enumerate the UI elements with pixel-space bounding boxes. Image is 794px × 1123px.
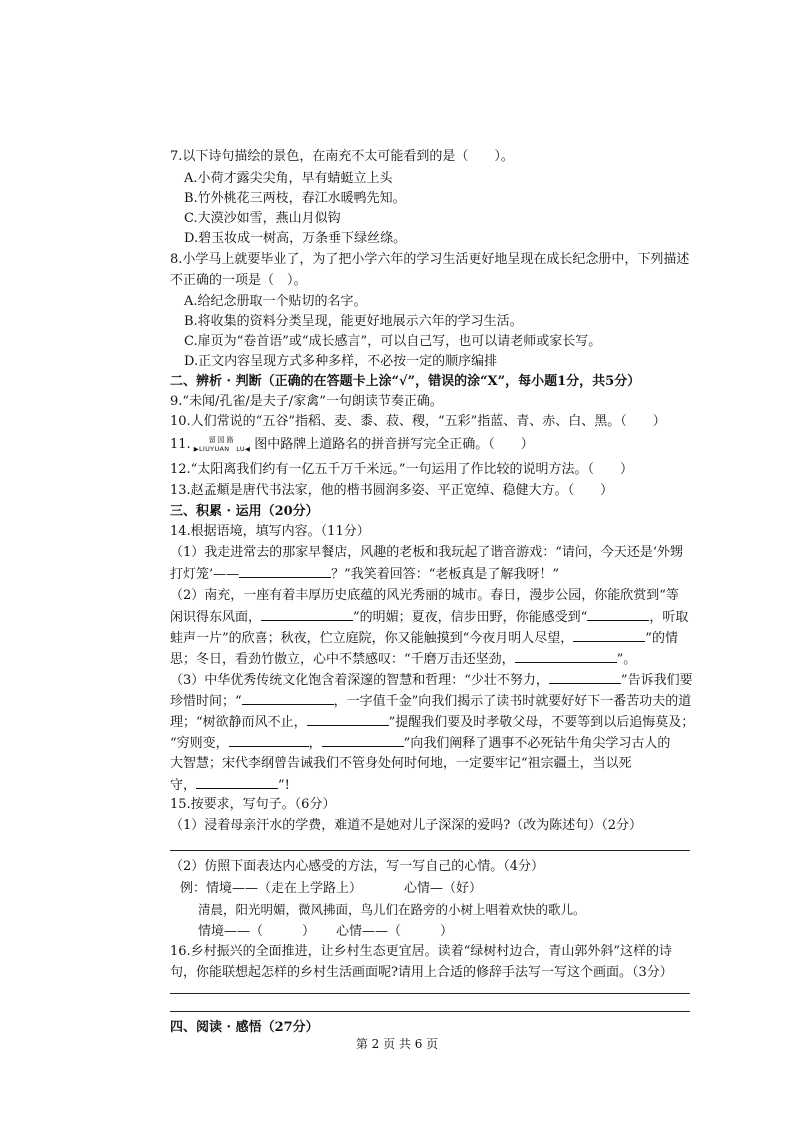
question-10: 10.人们常说的“五谷”指稻、麦、黍、菽、稷，“五彩”指蓝、青、赤、白、黑。（ ） bbox=[170, 414, 666, 429]
q14-part3-line1 bbox=[170, 671, 693, 690]
question-7-stem: 7.以下诗句描绘的景色，在南充不太可能看到的是（ ）。 bbox=[170, 149, 514, 164]
fill-blank[interactable] bbox=[242, 692, 334, 705]
q14-part1-line1: （1）我走进常去的那家早餐店，风趣的老板和我玩起了谐音游戏：“请问，今天还是‘外甥 bbox=[170, 545, 684, 560]
fill-blank[interactable] bbox=[261, 608, 353, 621]
q14-part3-text-b: ”告诉我们要 bbox=[620, 673, 693, 688]
q14-part2-text-c: ，听取 bbox=[649, 610, 689, 625]
q14-part1-text-b: ？”我笑着回答：“老板真是了解我呀！” bbox=[331, 567, 560, 582]
q14-part3-text-i: ”向我们阐释了遇事不必死钻牛角尖学习古人的 bbox=[403, 736, 671, 751]
q8-option-d: D.正文内容呈现方式多种多样，不必按一定的顺序编排 bbox=[184, 354, 498, 369]
q14-part2-line4 bbox=[170, 650, 636, 669]
q14-part3-line3 bbox=[170, 713, 694, 732]
q14-part2-text-b: ”的明媚；夏夜，信步田野，你能感受到“ bbox=[353, 610, 588, 625]
q14-part1-line2 bbox=[170, 565, 559, 584]
q7-option-a: A.小荷才露尖尖角，早有蜻蜓立上头 bbox=[184, 171, 393, 186]
example-sentence: 清晨，阳光明媚，微风拂面，鸟儿们在路旁的小树上唱着欢快的歌儿。 bbox=[198, 902, 586, 917]
question-16-line1: 16.乡村振兴的全面推进，让乡村生态更宜居。读着“绿树村边合，青山郭外斜”这样的诗 bbox=[170, 944, 672, 959]
answer-line[interactable] bbox=[170, 850, 690, 851]
q14-part3-text-c: 珍惜时间；“ bbox=[170, 694, 242, 709]
q14-part3-text-d: ，一字值千金”向我们揭示了读书时就要好好下一番苦功夫的道 bbox=[333, 694, 692, 709]
answer-line[interactable] bbox=[170, 993, 690, 994]
question-8-stem-line2: 不正确的一项是（ ）。 bbox=[170, 273, 307, 288]
q7-option-b: B.竹外桃花三两枝，春江水暖鸭先知。 bbox=[184, 191, 406, 206]
q14-part3-text-g: “穷则变， bbox=[170, 736, 229, 751]
q14-part3-text-k: ”! bbox=[278, 778, 290, 793]
question-14-stem: 14.根据语境，填写内容。（11分） bbox=[170, 524, 370, 539]
fill-blank[interactable] bbox=[229, 734, 309, 747]
fill-blank[interactable] bbox=[573, 629, 645, 642]
q14-part3-line4 bbox=[170, 734, 670, 753]
q14-part2-line2 bbox=[170, 608, 688, 627]
q14-part2-text-d: 蛙声一片”的欣喜；秋夜，伫立庭院，你又能触摸到“今夜月明人尽望， bbox=[170, 631, 574, 646]
fill-blank[interactable] bbox=[549, 671, 621, 684]
q8-option-c: C.扉页为“卷首语”或“成长感言”，可以自己写，也可以请老师或家长写。 bbox=[184, 334, 602, 349]
section-3-heading: 三、积累 · 运用（20分） bbox=[170, 504, 319, 519]
fill-blank[interactable] bbox=[322, 734, 404, 747]
q14-part1-text-a: 打灯笼’—— bbox=[170, 567, 240, 582]
page-footer: 第 2 页 共 6 页 bbox=[355, 1037, 439, 1051]
fill-blank[interactable] bbox=[587, 608, 649, 621]
question-15-stem: 15.按要求，写句子。（6分） bbox=[170, 797, 336, 812]
q15-part2: （2）仿照下面表达内心感受的方法，写一写自己的心情。（4分） bbox=[170, 859, 545, 874]
question-13: 13.赵孟頫是唐代书法家，他的楷书圆润多姿、平正宽绰、稳健大方。（ ） bbox=[170, 483, 614, 498]
question-16-line2: 句，你能联想起怎样的乡村生活画面呢?请用上合适的修辞手法写一写这个画面。（3分） bbox=[170, 965, 673, 980]
q14-part3-text-e: 理；“树欲静而风不止， bbox=[170, 715, 307, 730]
q14-part3-text-f: ”提醒我们要及时孝敬父母，不要等到以后追悔莫及； bbox=[388, 715, 695, 730]
section-4-heading: 四、阅读 · 感悟（27分） bbox=[170, 1020, 319, 1035]
example-situation: 例：情境——（走在上学路上） bbox=[180, 881, 363, 896]
road-sign-pinyin: ▶LIUYUAN LU◀ bbox=[193, 444, 251, 453]
answer-mood: 心情——（ ） bbox=[336, 924, 454, 939]
q14-part3-line5: 大智慧；宋代李纲曾告诫我们不管身处何时何地，一定要牢记“祖宗疆土，当以死 bbox=[170, 756, 632, 771]
answer-situation: 情境——（ ） bbox=[198, 924, 316, 939]
road-sign-chinese: 留园路 bbox=[208, 435, 236, 444]
answer-line[interactable] bbox=[170, 1011, 690, 1012]
q8-option-b: B.将收集的资料分类呈现，能更好地展示六年的学习生活。 bbox=[184, 314, 523, 329]
q14-part2-text-g: ”。 bbox=[616, 652, 637, 667]
q14-part2-text-e: ”的情 bbox=[645, 631, 678, 646]
question-9: 9.“未闻/孔雀/是夫子/家禽”一句朗读节奏正确。 bbox=[170, 394, 443, 409]
q7-option-c: C.大漠沙如雪，燕山月似钩 bbox=[184, 211, 341, 226]
question-11 bbox=[170, 436, 534, 454]
example-mood: 心情—（好） bbox=[404, 881, 483, 896]
q14-part2-line1: （2）南充，一座有着丰厚历史底蕴的风光秀丽的城市。春日，漫步公园，你能欣赏到“等 bbox=[170, 588, 679, 603]
q14-part2-text-f: 思；冬日，看劲竹傲立，心中不禁感叹：“千磨万击还坚劲， bbox=[170, 652, 515, 667]
q11-number: 11. bbox=[170, 437, 191, 452]
q7-option-d: D.碧玉妆成一树高，万条垂下绿丝绦。 bbox=[184, 231, 407, 246]
q14-part3-text-a: （3）中华优秀传统文化饱含着深邃的智慧和哲理：“少壮不努力， bbox=[170, 673, 549, 688]
q14-part2-text-a: 闲识得东风面， bbox=[170, 610, 262, 625]
fill-blank[interactable] bbox=[196, 776, 278, 789]
fill-blank[interactable] bbox=[307, 713, 389, 726]
q11-text: 图中路牌上道路名的拼音拼写完全正确。（ ） bbox=[254, 437, 534, 452]
q14-part3-text-h: ， bbox=[308, 736, 322, 751]
q14-part3-line6 bbox=[170, 776, 290, 795]
q14-part3-line2 bbox=[170, 692, 691, 711]
question-8-stem-line1: 8.小学马上就要毕业了，为了把小学六年的学习生活更好地呈现在成长纪念册中，下列描述 bbox=[170, 252, 690, 267]
q8-option-a: A.给纪念册取一个贴切的名字。 bbox=[184, 294, 367, 309]
section-2-heading: 二、辨析 · 判断（正确的在答题卡上涂“√”，错误的涂“X”，每小题1分，共5分） bbox=[170, 374, 641, 389]
question-12: 12.“太阳离我们约有一亿五千万千米远。”一句运用了作比较的说明方法。（ ） bbox=[170, 462, 633, 477]
fill-blank[interactable] bbox=[239, 565, 331, 578]
road-sign-image bbox=[194, 437, 251, 453]
q14-part2-line3 bbox=[170, 629, 678, 648]
q14-part3-text-j: 守， bbox=[170, 778, 197, 793]
fill-blank[interactable] bbox=[515, 650, 617, 663]
q15-part1: （1）浸着母亲汗水的学费，难道不是她对儿子深深的爱吗?（改为陈述句）（2分） bbox=[170, 818, 643, 833]
